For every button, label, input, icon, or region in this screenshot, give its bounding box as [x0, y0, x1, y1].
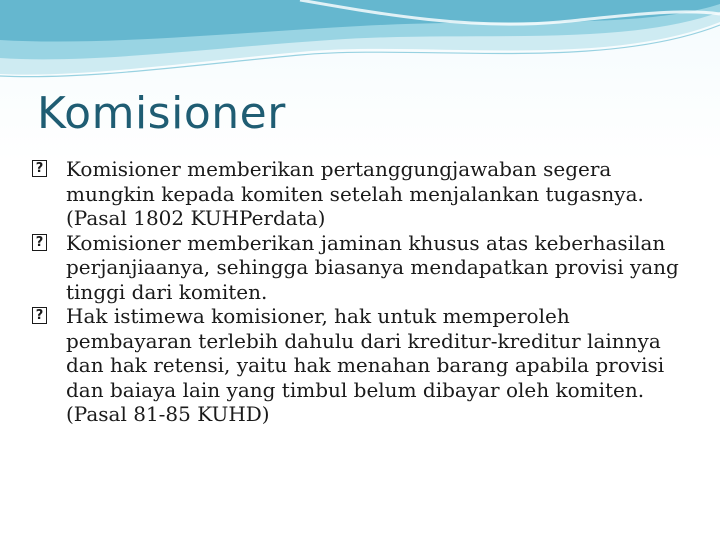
bullet-item: [32, 231, 692, 305]
bullet-marker-icon: ?: [32, 160, 47, 177]
bullet-item: [32, 304, 692, 427]
bullet-item: [32, 157, 692, 231]
bullet-text: Komisioner memberikan pertanggungjawaban segera mungkin kepada komiten setelah menjalankan tugasnya. (Pasal 1802 KUHPerdata): [66, 157, 644, 230]
bullet-text: Hak istimewa komisioner, hak untuk memperoleh pembayaran terlebih dahulu dari kreditur-kreditur lainnya dan hak retensi, yaitu hak menahan barang apabila provisi dan baiaya lain yang timbul belum dibayar oleh komiten. (Pasal 81-85 KUHD): [66, 304, 665, 426]
bullet-marker-icon: ?: [32, 307, 47, 324]
slide-title: Komisioner: [37, 88, 286, 139]
bullet-marker-icon: ?: [32, 234, 47, 251]
bullet-list: [32, 157, 692, 427]
header-wave-decoration: [0, 0, 720, 90]
bullet-text: Komisioner memberikan jaminan khusus atas keberhasilan perjanjiaanya, sehingga biasanya mendapatkan provisi yang tinggi dari komiten.: [66, 230, 679, 304]
